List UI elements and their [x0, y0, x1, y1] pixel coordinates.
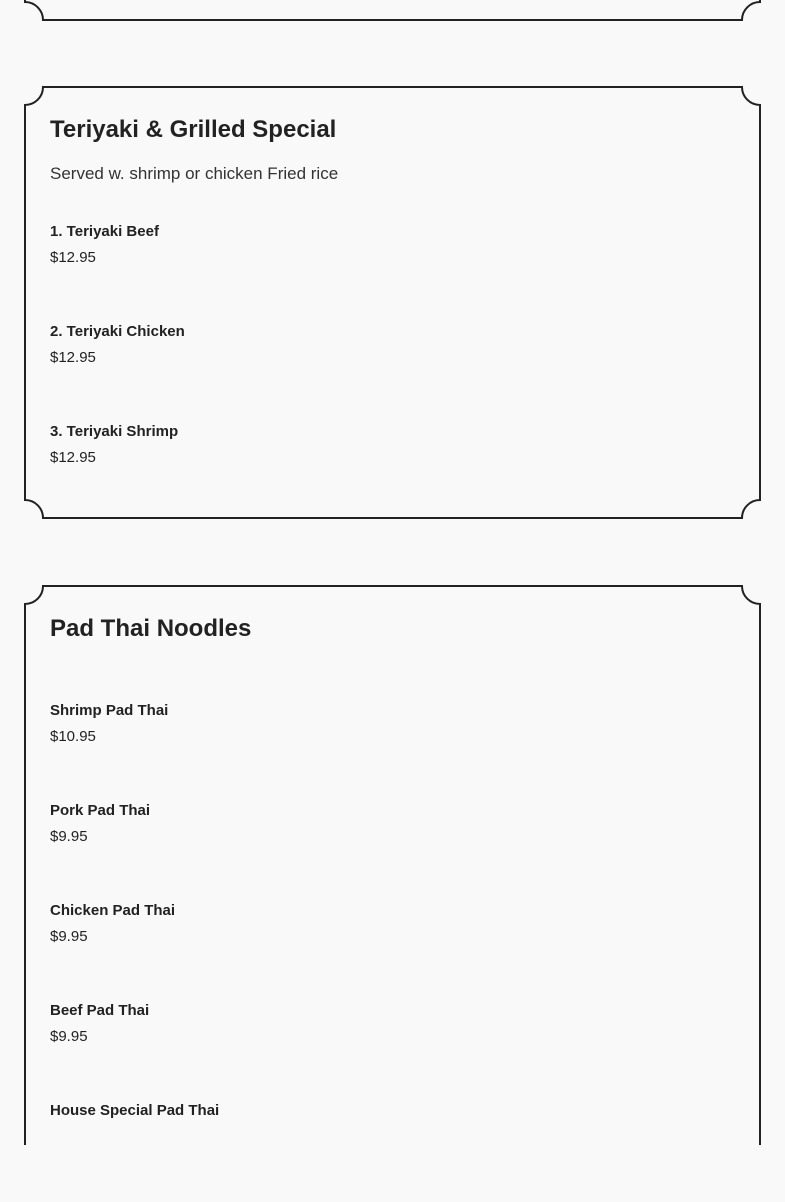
section-description: Served w. shrimp or chicken Fried rice — [50, 164, 339, 183]
item-price: $9.95 — [50, 1028, 88, 1045]
menu-item[interactable] — [50, 323, 735, 423]
menu-item[interactable] — [50, 1102, 735, 1202]
menu-item-list — [50, 702, 735, 1202]
item-price: $9.95 — [50, 928, 88, 945]
item-price: $12.95 — [50, 249, 96, 266]
section-title: Pad Thai Noodles — [50, 615, 252, 642]
menu-item-list — [50, 223, 735, 523]
item-name: Pork Pad Thai — [50, 802, 151, 819]
item-price: $12.95 — [50, 349, 96, 366]
item-name: Chicken Pad Thai — [50, 902, 176, 919]
item-name: House Special Pad Thai — [50, 1102, 220, 1119]
item-name: 3. Teriyaki Shrimp — [50, 423, 179, 440]
card-frame — [24, 0, 761, 20]
item-name: Shrimp Pad Thai — [50, 702, 169, 719]
menu-item[interactable] — [50, 702, 735, 802]
previous-section-card — [24, 0, 761, 20]
menu-item[interactable] — [50, 902, 735, 1002]
menu-item[interactable] — [50, 802, 735, 902]
menu-item[interactable] — [50, 423, 735, 523]
item-price: $12.95 — [50, 449, 96, 466]
section-title: Teriyaki & Grilled Special — [50, 116, 337, 143]
item-price: $9.95 — [50, 828, 88, 845]
section-teriyaki-grilled-special — [24, 86, 761, 519]
menu-item[interactable] — [50, 223, 735, 323]
section-pad-thai-noodles — [24, 585, 761, 1145]
item-name: 2. Teriyaki Chicken — [50, 323, 185, 340]
item-name: Beef Pad Thai — [50, 1002, 150, 1019]
item-price: $10.95 — [50, 728, 96, 745]
menu-item[interactable] — [50, 1002, 735, 1102]
item-name: 1. Teriyaki Beef — [50, 223, 159, 240]
